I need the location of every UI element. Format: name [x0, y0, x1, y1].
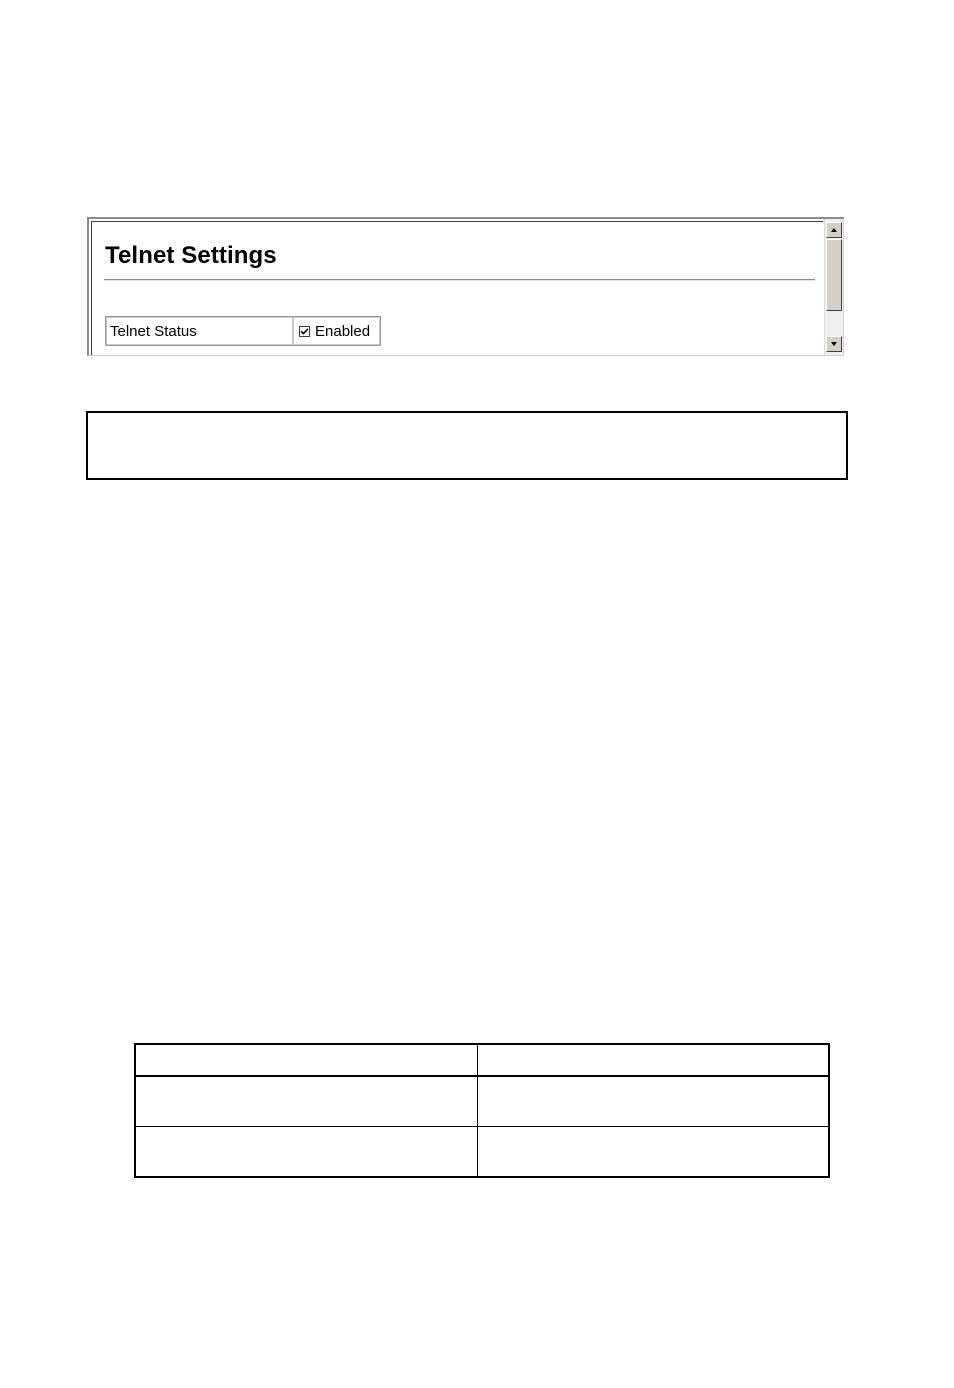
checkmark-icon: [300, 327, 309, 336]
settings-table: [105, 316, 381, 346]
table-header-cell: [135, 1044, 478, 1076]
telnet-status-checkbox[interactable]: [299, 326, 310, 337]
table-cell: [478, 1127, 830, 1178]
arrow-down-icon: [830, 341, 838, 347]
table-row: [135, 1127, 829, 1178]
scroll-down-button[interactable]: [826, 336, 842, 352]
telnet-settings-screenshot: [87, 217, 844, 356]
table-header-cell: [478, 1044, 830, 1076]
page-title: Telnet Settings: [105, 242, 277, 269]
table-cell: [478, 1076, 830, 1127]
telnet-status-value: [293, 317, 380, 345]
table-cell: [135, 1076, 478, 1127]
telnet-status-label: Telnet Status: [106, 317, 293, 345]
page-frame: [91, 221, 823, 355]
title-divider: [104, 279, 815, 281]
scrollbar-thumb[interactable]: [826, 239, 842, 311]
table-cell: [135, 1127, 478, 1178]
caption-box: [86, 411, 848, 480]
scroll-up-button[interactable]: [826, 222, 842, 238]
arrow-up-icon: [830, 227, 838, 233]
vertical-scrollbar[interactable]: [824, 219, 843, 355]
document-table: [134, 1043, 830, 1178]
table-header-row: [135, 1044, 829, 1076]
telnet-status-checkbox-label[interactable]: Enabled: [315, 322, 371, 340]
table-row: [135, 1076, 829, 1127]
setting-row-telnet-status: [106, 317, 380, 345]
